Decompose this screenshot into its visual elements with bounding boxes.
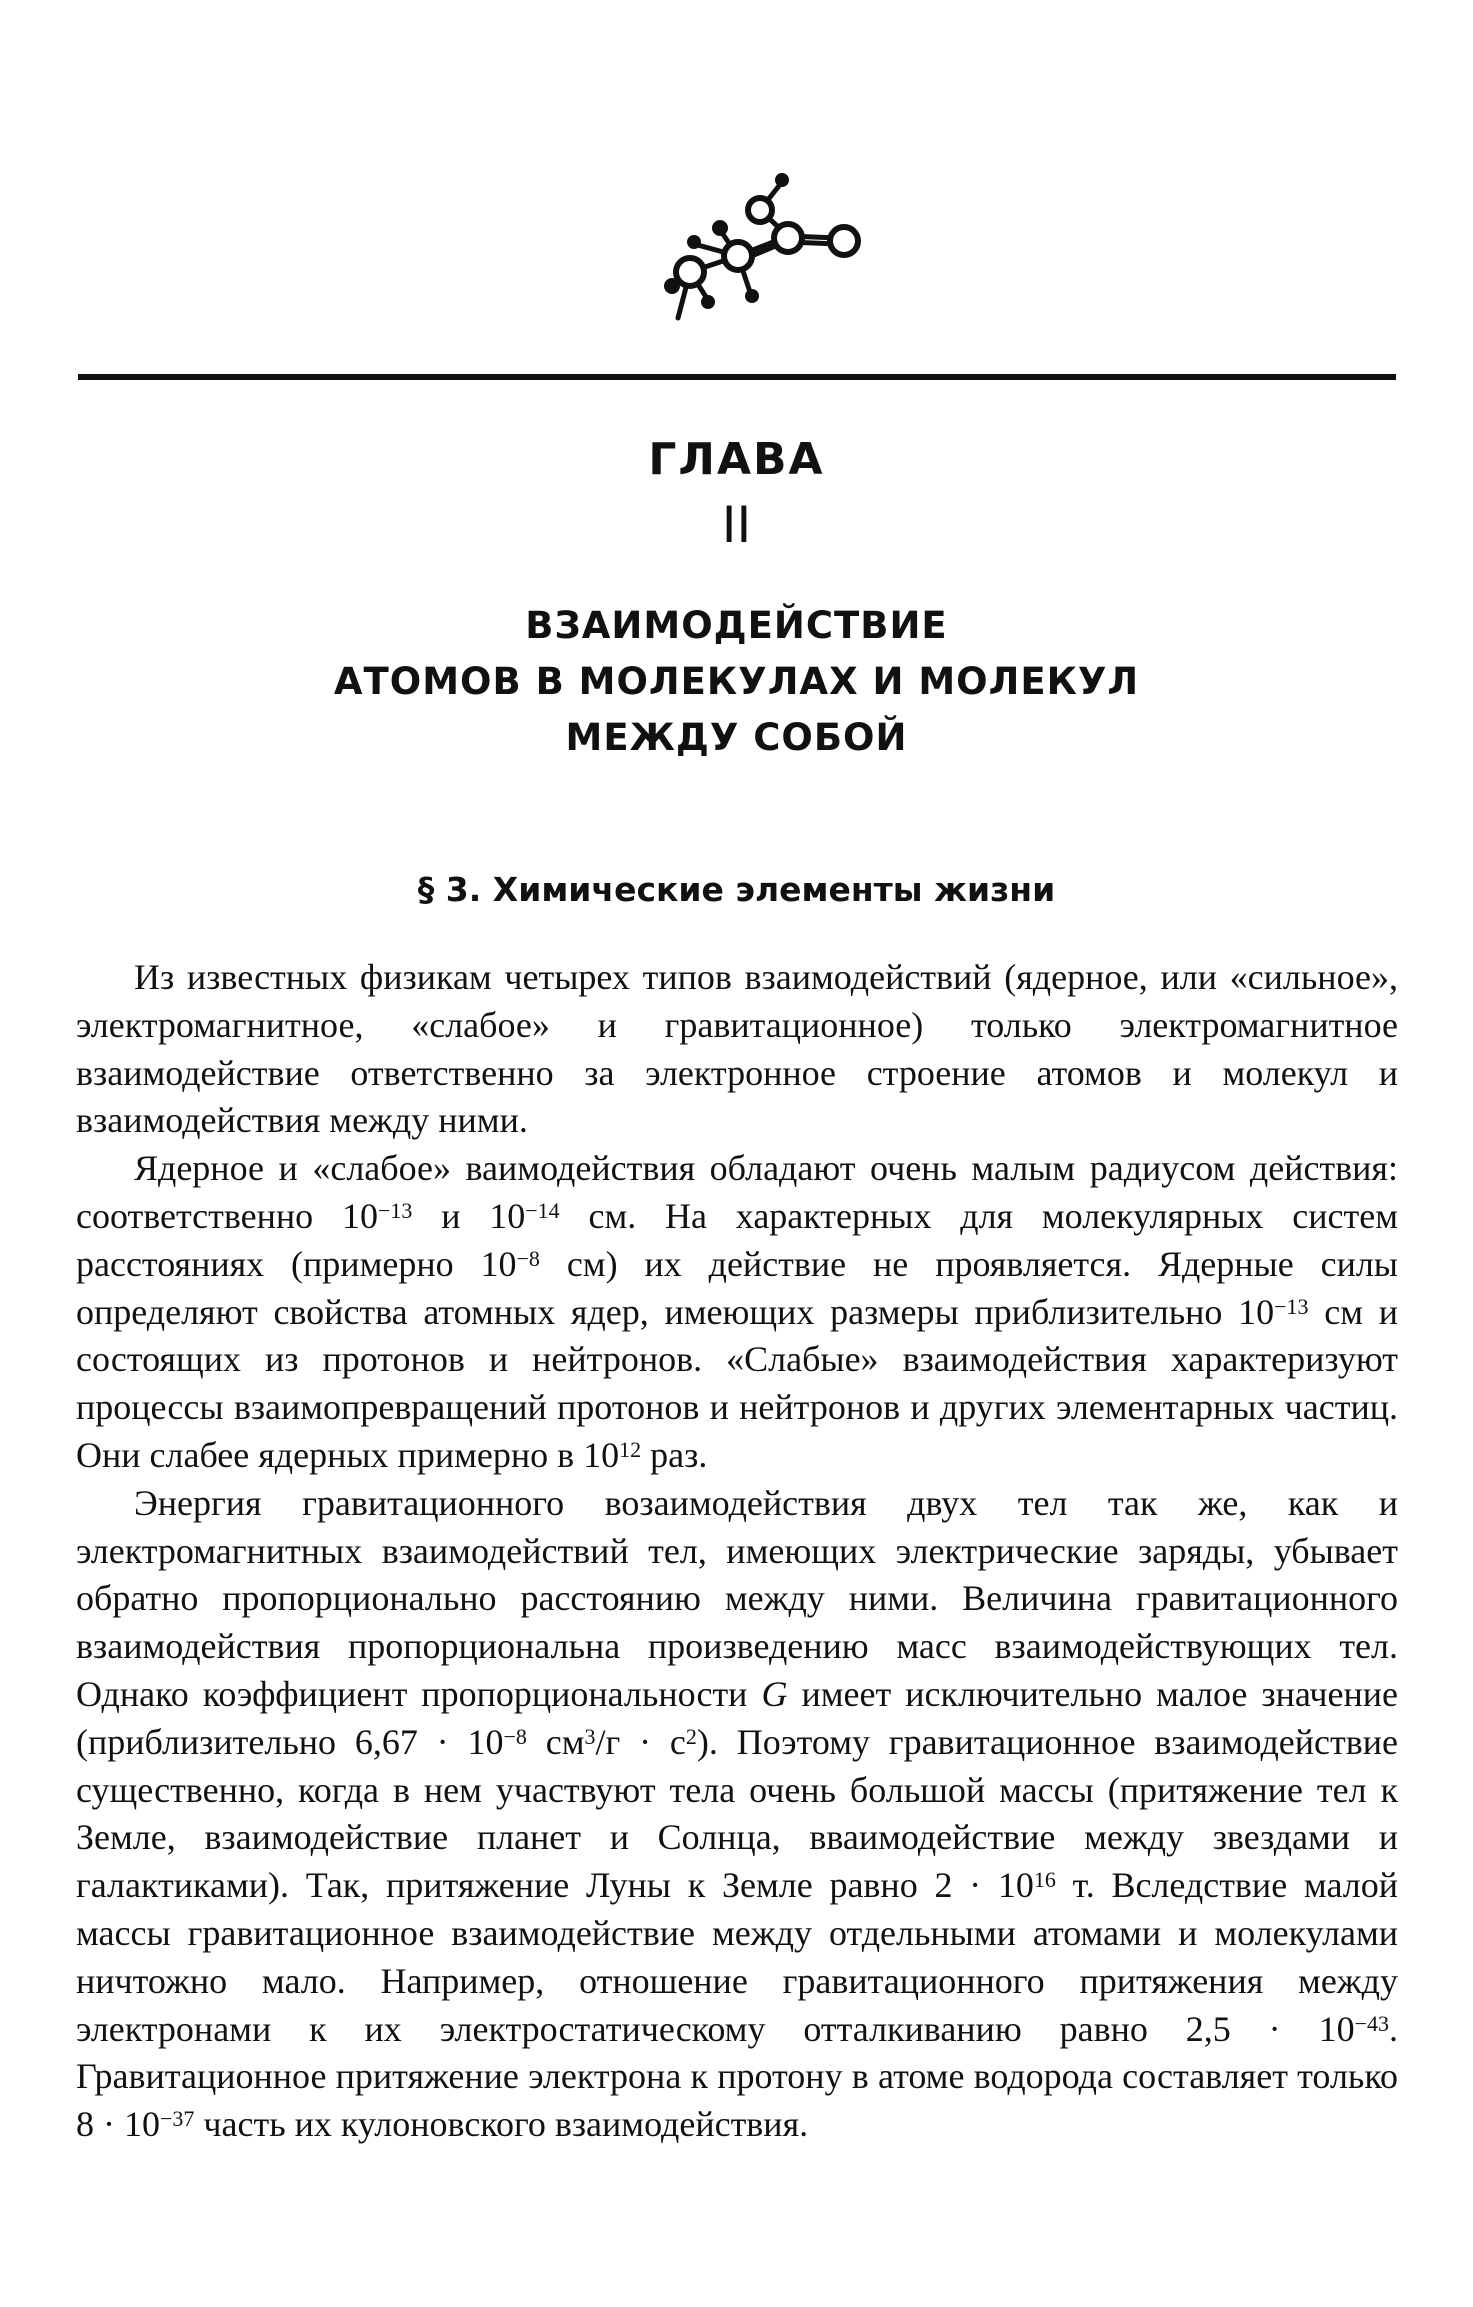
chapter-number: II	[721, 496, 752, 554]
paragraph-3: Энергия гравитационного возаимодействия двух тел так же, как и электромагнитных взаимодействий тел, имеющих электрические заряды, убывает обратно пропорционально расстоянию между ними. Величина гравитационного взаимодействия пропорциональна произведению масс взаимодействующих тел. Однако коэффициент пропорциональности G имеет исключительно малое значение (приблизительно $6,67 \cdot 10^{-8}$ $см^3/г \cdot с^2$). Поэтому гравитационное взаимодействие существенно, когда в нем участвуют тела очень большой массы (притяжение тел к Земле, взаимодействие планет и Солнца, вваимодействие между звездами и галактиками). Так, притяжение Луны к Земле равно $2 \cdot 10^{16}$ т. Вследствие малой массы гравитационное взаимодействие между отдельными атомами и молекулами ничтожно мало. Например, отношение гравитационного притяжения между электронами к их электростатическому отталкиванию равно $2,5 \cdot 10^{-43}$. Гравитационное притяжение электрона к протону в атоме водорода составляет только $8 \cdot 10^{-37}$ часть их кулоновского взаимодействия.	[76, 1482, 1399, 2145]
chapter-label: ГЛАВА	[648, 434, 825, 485]
chapter-title	[0, 598, 1473, 766]
chapter-title-line: АТОМОВ В МОЛЕКУЛАХ И МОЛЕКУЛ	[333, 660, 1140, 703]
chapter-divider	[78, 374, 1396, 380]
body-text	[76, 954, 1398, 2149]
molecule-emblem-icon	[620, 140, 880, 360]
chapter-title-line: МЕЖДУ СОБОЙ	[565, 716, 908, 759]
paragraph-1: Из известных физикам четырех типов взаимодействий (ядерное, или «сильное», электромагнитное, «слабое» и гравитационное) только электромагнитное взаимодействие ответственно за электронное строение атомов и молекул и взаимодействия между ними.	[76, 957, 1398, 1141]
section-heading: § 3. Химические элементы жизни	[417, 870, 1056, 909]
paragraph-2: Ядерное и «слабое» ваимодействия обладают очень малым радиусом действия: соответственно $10^{-13}$ и $10^{-14}$ см. На характерных для молекулярных систем расстояниях (примерно $10^{-8}$ см) их действие не проявляется. Ядерные силы определяют свойства атомных ядер, имеющих размеры приблизительно $10^{-13}$ см и состоящих из протонов и нейтронов. «Слабые» взаимодействия характеризуют процессы взаимопревращений протонов и нейтронов и других элементарных частиц. Они слабее ядерных примерно в $10^{12}$ раз.	[76, 1148, 1399, 1475]
chapter-title-line: ВЗАИМОДЕЙСТВИЕ	[525, 604, 948, 647]
